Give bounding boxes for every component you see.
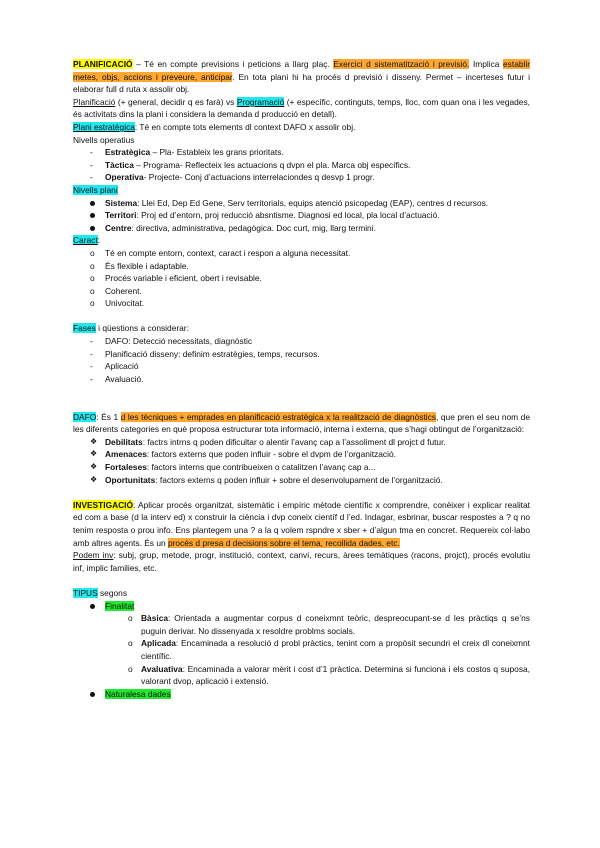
fortaleses-text: : factors interns que contribueixen o catalitzen l’avanç cap a... [146, 462, 376, 472]
list-item [73, 260, 530, 273]
avaluativa-text: : Encaminada a valorar mèrit i cost d’1 pràctica. Determina si funciona i els costos q suposa, valorant dvop, aplicació i extensió. [141, 663, 530, 687]
investigacio-paragraph [73, 499, 530, 549]
nivells-plani-heading [73, 184, 530, 197]
fases-heading [73, 322, 530, 335]
fase-item: DAFO: Detecció necessitats, diagnòstic [105, 336, 253, 347]
planificacio-intro: – Té en compte previsions i peticions a llarg plaç. [132, 59, 334, 69]
o-marker: o [128, 663, 133, 674]
term-estrategica: Estratègica [105, 147, 151, 158]
dash-marker: - [90, 361, 93, 372]
list-item [73, 297, 530, 310]
list-item [73, 436, 530, 449]
list-item [73, 247, 530, 260]
dafo-paragraph [73, 411, 530, 436]
planificacio-title: PLANIFICACIÓ [73, 59, 133, 69]
investigacio-title: INVESTIGACIÓ [73, 499, 134, 510]
list-item [73, 272, 530, 285]
list-item [73, 171, 530, 184]
tipus-heading [73, 587, 530, 600]
o-marker: o [90, 285, 95, 296]
caract-item: Coherent. [105, 285, 142, 296]
territori-text: : Proj ed d’entorn, proj reducció absntisme. Diagnosi ed local, pla local d’actuació. [136, 210, 440, 221]
dash-marker: - [90, 373, 93, 384]
term-centre: Centre [105, 222, 132, 233]
dash-marker: - [90, 159, 93, 170]
term-territori: Territori [105, 210, 137, 221]
dafo-intro: : És 1 [96, 411, 121, 422]
plani-list [73, 197, 530, 235]
tipus-suffix: segons [97, 587, 128, 598]
term-amenaces: Amenaces [105, 449, 147, 460]
term-podem-inv: Podem inv [73, 550, 114, 561]
planificacio-general: (+ general, decidir q es farà) vs [115, 96, 237, 107]
o-marker: o [90, 260, 95, 271]
basica-text: : Orientada a augmentar corpus d coneixmnt teòric, despreocupant-se d les pràctiqs q se’ns puguin derivar. No dissenyada x resoldre problms socials. [141, 613, 530, 636]
o-marker: o [128, 613, 133, 624]
list-item [73, 360, 530, 373]
investigacio-text: : Aplicar procés organitzat, sistemàtic i empíric mètode científic x comprendre, conèixer i explicar realitat ed com a base (d la interv ed) x construir la ciència i dvp coneix científ d l’ed. Indagar, esbrinar, buscar respostes a ? q no tenim resposta o prou info. Ens plantegem una ? a la q volem rspndre x sber + d’algun tma en concret. Requereix col·labo amb altres agents. És un [73, 499, 530, 548]
podem-inv-text: : subj, grup, metode, progr, institució, context, canvi, recurs, àrees temàtiques (racons, projct), procés evolutiu inf, implic families, etc. [73, 550, 530, 573]
bullet-marker [90, 222, 95, 235]
list-item [73, 197, 530, 210]
term-planificacio: Planificació [73, 96, 116, 107]
highlight-establir-metes: establir metes, objs, accions i preveure, anticipar [73, 59, 531, 82]
list-item [73, 612, 530, 637]
bullet-marker [90, 197, 95, 210]
term-plani-estrategica: Plani estratègica [73, 121, 135, 132]
o-marker: o [90, 247, 95, 258]
bullet-marker [90, 688, 95, 701]
caract-heading [73, 234, 530, 247]
plani-estrategica [73, 121, 530, 134]
naturalesa-label: Naturalesa dades [105, 688, 171, 699]
debilitats-text: : factrs intrns q poden dificultar o alentir l’avanç cap a l’assoliment dl projct d futur. [142, 436, 446, 447]
list-item [73, 474, 530, 487]
term-fortaleses: Fortaleses [105, 462, 147, 472]
dash-marker: - [90, 147, 93, 158]
tactica-text: – Programa- Reflecteix les actuacions q dvpn el pla. Marca obj específics. [133, 159, 411, 170]
diamond-bullet-icon: ❖ [90, 449, 98, 459]
list-item [73, 335, 530, 348]
dash-marker: - [90, 336, 93, 347]
o-marker: o [90, 298, 95, 309]
estrategica-text: – Pla- Estableix les grans prioritats. [150, 147, 284, 158]
amenaces-text: : factors externs que poden influir - sobre el dvpm de l’organització. [146, 449, 396, 460]
caract-item: És flexible i adaptable. [105, 260, 189, 271]
highlight-dafo-tecniques: d les tècniques + emprades en planificació estratègica x la realització de diagnòstics [120, 411, 436, 422]
fases-label: Fases [73, 323, 96, 334]
bullet-marker [90, 209, 95, 222]
podem-inv-paragraph [73, 549, 530, 574]
dash-marker: - [90, 348, 93, 359]
fase-item: Planificació disseny: definim estratègies, temps, recursos. [105, 348, 320, 359]
diamond-bullet-icon: ❖ [90, 474, 98, 484]
list-item [73, 663, 530, 688]
term-aplicada: Aplicada [141, 638, 176, 649]
list-item [73, 146, 530, 159]
bullet-marker [90, 600, 95, 613]
caract-colon: : [97, 235, 100, 246]
centre-text: : directiva, administrativa, pedagògica. Doc curt, mig, llarg termini. [131, 222, 376, 233]
highlight-sistematitzacio: Exercici d sistematització i previsió. [333, 59, 470, 69]
o-marker: o [128, 638, 133, 649]
caract-item: Procés variable i eficient, obert i revisable. [105, 273, 262, 284]
finalitat-item [73, 600, 530, 613]
dafo-list [73, 436, 530, 486]
term-programacio: Programació [236, 96, 285, 107]
term-debilitats: Debilitats [105, 436, 143, 447]
term-operativa: Operativa [105, 172, 144, 183]
term-oportunitats: Oportunitats [105, 474, 156, 485]
highlight-presa-decisions: procés d presa d decisions sobre el tema, recollida dades, etc. [167, 537, 400, 548]
tipus-list [73, 612, 530, 688]
o-marker: o [90, 273, 95, 284]
dafo-text: , que pren el seu nom de les diferents categories en què proposa estructurar tota informació, interna i externa, que s’hagi obtingut de l’organització: [73, 411, 530, 435]
list-item [73, 348, 530, 361]
term-basica: Bàsica [141, 613, 169, 624]
list-item [73, 461, 530, 474]
list-item [73, 373, 530, 386]
finalitat-label: Finalitat [105, 600, 135, 611]
aplicada-text: : Encaminada a resolució d probl pràctics, tenint com a propòsit secundri el creix dl coneixmnt científic. [141, 638, 530, 661]
dash-marker: - [90, 172, 93, 183]
fase-item: Avaluació. [105, 373, 144, 384]
operativa-text: - Projecte- Conj d’actuacions interrelaciondes q desvp 1 progr. [143, 172, 375, 183]
term-avaluativa: Avaluativa [141, 663, 183, 674]
programacio-description: (+ específic, continguts, temps, lloc, com quan ona i les vegades, és activitats dins la plani i considera la demanda d producció en detall). [73, 96, 530, 120]
caract-label: Caract [73, 235, 98, 246]
planificacio-vs-programacio [73, 96, 530, 121]
term-tactica: Tàctica [105, 159, 134, 170]
list-item [73, 222, 530, 235]
list-item [73, 285, 530, 298]
caract-list [73, 247, 530, 310]
nivells-operatius-heading: Nivells operatius [73, 134, 135, 145]
term-sistema: Sistema [105, 197, 138, 208]
fases-text: i qüestions a considerar: [95, 323, 189, 334]
list-item [73, 209, 530, 222]
fase-item: Aplicació [105, 361, 139, 372]
list-item [73, 448, 530, 461]
diamond-bullet-icon: ❖ [90, 462, 98, 471]
document-page [73, 58, 530, 700]
sistema-text: : Llei Ed, Dep Ed Gene, Serv territorials, equips atenció psicopedag (EAP), centres d recursos. [137, 197, 489, 208]
tipus-label: TIPUS [73, 587, 98, 598]
caract-item: Té en compte entorn, context, caract i respon a alguna necessitat. [105, 247, 351, 258]
plani-estrategica-text: : Té en compte tots elements dl context DAFO x assolir obj. [134, 121, 356, 132]
list-item [73, 637, 530, 662]
caract-item: Univocitat. [105, 298, 145, 309]
planificacio-implica: Implica [469, 59, 504, 69]
dafo-label: DAFO [73, 411, 97, 422]
oportunitats-text: : factors externs q poden influir + sobre el desenvolupament de l’organització. [155, 474, 443, 485]
fases-list [73, 335, 530, 385]
naturalesa-item [73, 688, 530, 701]
nivells-plani-label: Nivells plani [73, 184, 118, 195]
operatius-list [73, 146, 530, 184]
planificacio-paragraph [73, 58, 530, 96]
list-item [73, 159, 530, 172]
planificacio-intro-end: . En tota plani hi ha procés d previsió i disseny. Permet – incerteses futur i elaborar full d ruta x assolir obj. [73, 71, 530, 95]
diamond-bullet-icon: ❖ [90, 436, 98, 446]
